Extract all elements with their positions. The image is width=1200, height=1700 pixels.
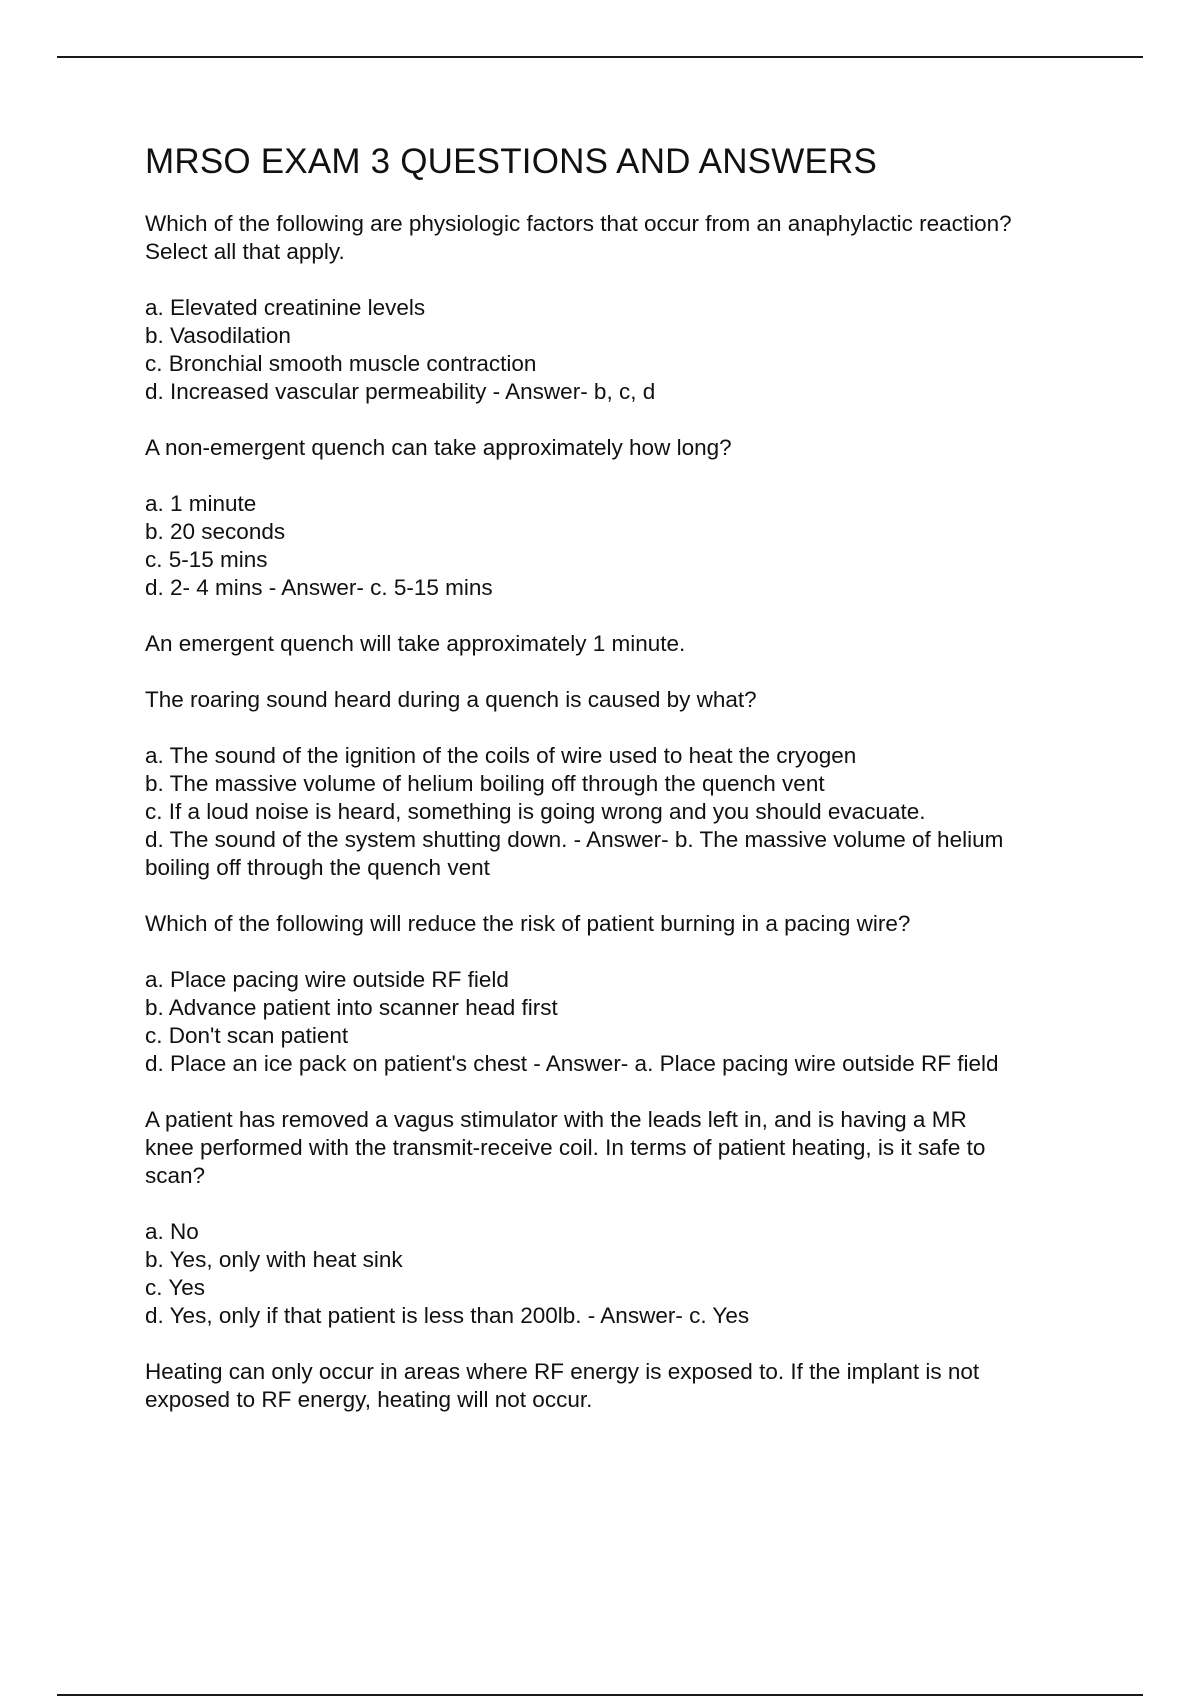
bottom-divider bbox=[57, 1694, 1143, 1696]
question-2 bbox=[145, 434, 1105, 462]
text-line: Which of the following are physiologic factors that occur from an anaphylactic reaction? bbox=[145, 211, 1012, 236]
option-line: d. The sound of the system shutting down. - Answer- b. The massive volume of helium bbox=[145, 827, 1004, 852]
question-1 bbox=[145, 210, 1105, 266]
option-line: c. Yes bbox=[145, 1275, 206, 1300]
text-line: The roaring sound heard during a quench is caused by what? bbox=[145, 687, 757, 712]
page-title: MRSO EXAM 3 QUESTIONS AND ANSWERS bbox=[145, 142, 878, 181]
text-line: exposed to RF energy, heating will not occur. bbox=[145, 1387, 593, 1412]
text-line: A non-emergent quench can take approximately how long? bbox=[145, 435, 732, 460]
option-line: a. Elevated creatinine levels bbox=[145, 295, 426, 320]
options-1 bbox=[145, 294, 1105, 406]
option-line: a. 1 minute bbox=[145, 491, 257, 516]
options-4 bbox=[145, 966, 1105, 1078]
option-line: b. Vasodilation bbox=[145, 323, 291, 348]
option-line: b. Yes, only with heat sink bbox=[145, 1247, 403, 1272]
option-line: c. 5-15 mins bbox=[145, 547, 268, 572]
text-line: A patient has removed a vagus stimulator with the leads left in, and is having a MR bbox=[145, 1107, 967, 1132]
question-3 bbox=[145, 686, 1105, 714]
option-line: d. 2- 4 mins - Answer- c. 5-15 mins bbox=[145, 575, 493, 600]
option-line: b. Advance patient into scanner head first bbox=[145, 995, 558, 1020]
text-line: An emergent quench will take approximately 1 minute. bbox=[145, 631, 686, 656]
option-line: a. The sound of the ignition of the coils of wire used to heat the cryogen bbox=[145, 743, 857, 768]
text-line: Select all that apply. bbox=[145, 239, 345, 264]
text-line: scan? bbox=[145, 1163, 206, 1188]
text-line: Heating can only occur in areas where RF energy is exposed to. If the implant is not bbox=[145, 1359, 980, 1384]
question-5 bbox=[145, 1106, 1105, 1190]
explanation-5 bbox=[145, 1358, 1105, 1414]
top-divider bbox=[57, 56, 1143, 58]
option-line: b. The massive volume of helium boiling off through the quench vent bbox=[145, 771, 825, 796]
question-4 bbox=[145, 910, 1105, 938]
option-line: d. Yes, only if that patient is less than 200lb. - Answer- c. Yes bbox=[145, 1303, 750, 1328]
option-line: a. Place pacing wire outside RF field bbox=[145, 967, 509, 992]
option-line: boiling off through the quench vent bbox=[145, 855, 490, 880]
explanation-2 bbox=[145, 630, 1105, 658]
option-line: b. 20 seconds bbox=[145, 519, 286, 544]
option-line: c. Don't scan patient bbox=[145, 1023, 349, 1048]
option-line: d. Increased vascular permeability - Answer- b, c, d bbox=[145, 379, 656, 404]
option-line: c. If a loud noise is heard, something is going wrong and you should evacuate. bbox=[145, 799, 926, 824]
option-line: a. No bbox=[145, 1219, 199, 1244]
text-line: Which of the following will reduce the risk of patient burning in a pacing wire? bbox=[145, 911, 911, 936]
text-line: knee performed with the transmit-receive coil. In terms of patient heating, is it safe to bbox=[145, 1135, 986, 1160]
option-line: d. Place an ice pack on patient's chest - Answer- a. Place pacing wire outside RF field bbox=[145, 1051, 999, 1076]
options-3 bbox=[145, 742, 1105, 882]
option-line: c. Bronchial smooth muscle contraction bbox=[145, 351, 537, 376]
document-body bbox=[145, 142, 1105, 1442]
options-2 bbox=[145, 490, 1105, 602]
options-5 bbox=[145, 1218, 1105, 1330]
